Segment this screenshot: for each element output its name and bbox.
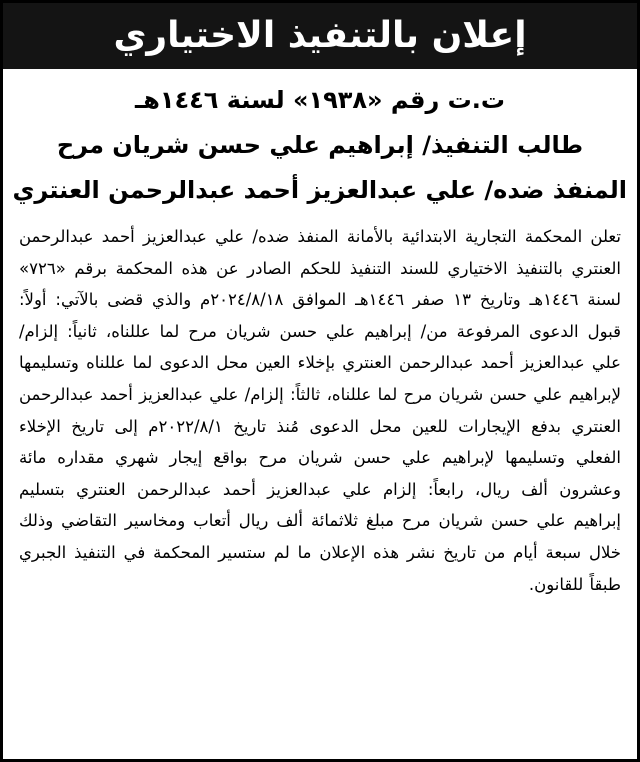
case-number: ت.ت رقم «١٩٣٨» لسنة ١٤٤٦هـ xyxy=(135,86,505,114)
notice-title: إعلان بالتنفيذ الاختياري xyxy=(113,15,527,56)
notice-body: تعلن المحكمة التجارية الابتدائية بالأمانة المنفذ ضده/ علي عبدالعزيز أحمد عبدالرحمن العنتري بالتنفيذ الاختياري للسند التنفيذ للحكم الصادر عن هذه المحكمة برقم «٧٢٦» لسنة ١٤٤٦هـ وتاريخ ١٣ صفر ١٤٤٦هـ الموافق ٢٠٢٤/٨/١٨م والذي قضى بالآتي: أولاً: قبول الدعوى المرفوعة من/ إبراهيم علي حسن شريان مرح لما عللناه، ثانياً: إلزام/ علي عبدالعزيز أحمد عبدالرحمن العنتري بإخلاء العين محل الدعوى لما عللناه وتسليمها لإبراهيم علي حسن شريان مرح لما عللناه، ثالثاً: إلزام/ علي عبدالعزيز أحمد عبدالرحمن العنتري بدفع الإيجارات للعين محل الدعوى مُنذ تاريخ ٢٠٢٢/٨/١م إلى تاريخ الإخلاء الفعلي وتسليمها لإبراهيم علي حسن شريان مرح بواقع إيجار شهري مقداره مائة وعشرون ألف ريال، رابعاً: إلزام علي عبدالعزيز أحمد عبدالرحمن العنتري بتسليم إبراهيم علي حسن شريان مرح مبلغ ثلاثمائة ألف ريال أتعاب ومخاسير التقاضي وذلك خلال سبعة أيام من تاريخ نشر هذه الإعلان ما لم ستسير المحكمة في التنفيذ الجبري طبقاً للقانون. xyxy=(19,227,621,594)
respondent-line: المنفذ ضده/ علي عبدالعزيز أحمد عبدالرحمن العنتري xyxy=(12,176,627,204)
title-bar xyxy=(3,3,637,69)
applicant-line: طالب التنفيذ/ إبراهيم علي حسن شريان مرح xyxy=(56,131,584,159)
